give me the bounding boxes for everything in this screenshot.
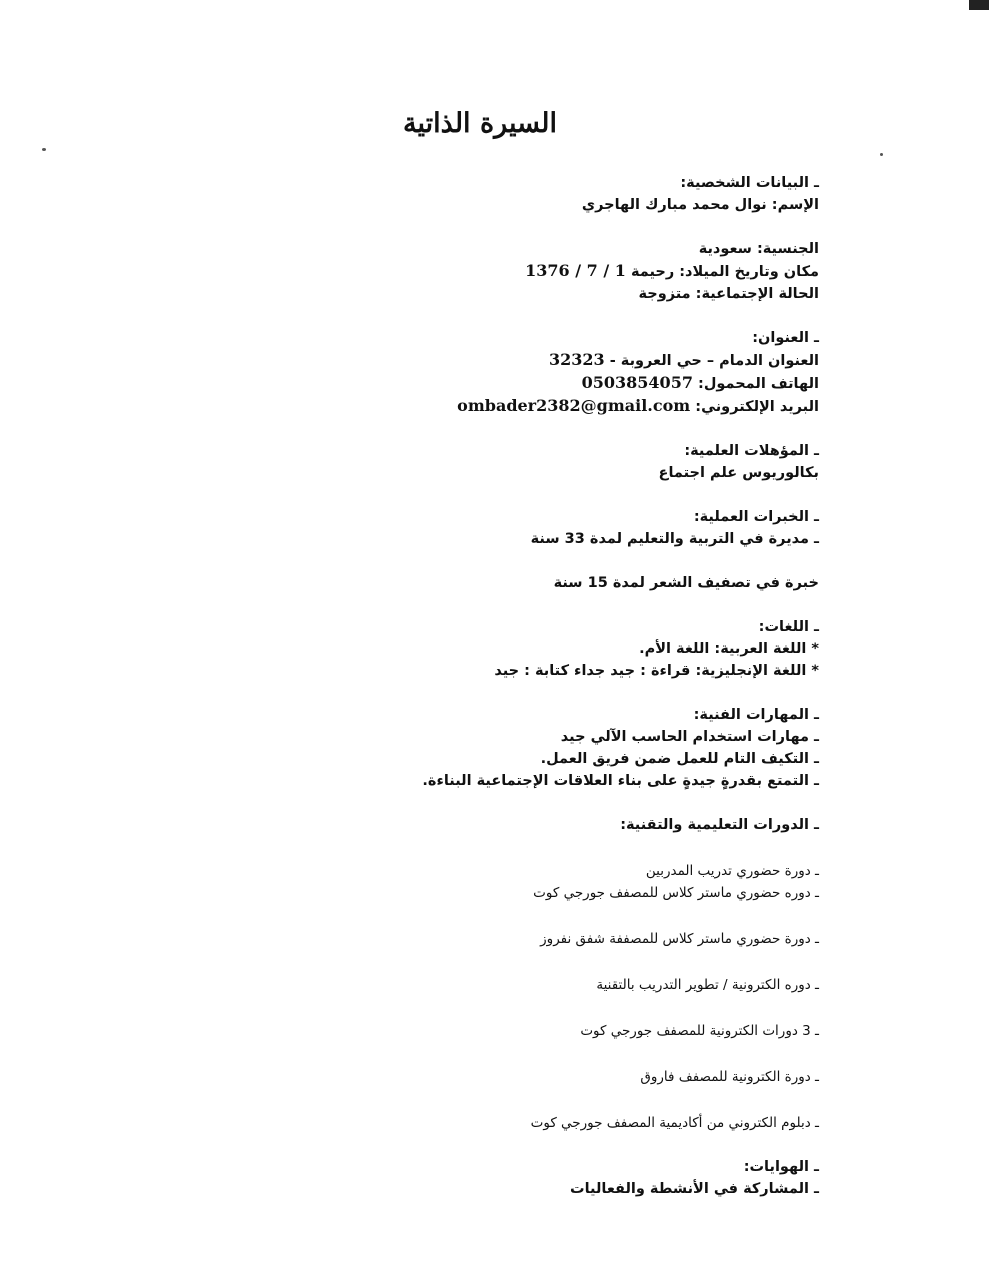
nationality-line: الجنسية: سعودية — [698, 241, 819, 257]
cv-content — [299, 172, 819, 1200]
course-item: ـ دوره حضوري ماستر كلاس للمصفف جورجي كوت — [533, 885, 819, 901]
mobile-number: 0503854057 — [581, 373, 693, 392]
language-arabic: * اللغة العربية: اللغة الأم. — [639, 641, 819, 657]
scan-corner-mark — [969, 0, 989, 10]
mobile-line — [299, 372, 819, 395]
qualification-item: بكالوريوس علم اجتماع — [658, 465, 819, 481]
hobbies-heading: ـ الهوايات: — [743, 1159, 819, 1175]
birth-label: مكان وتاريخ الميلاد: رحيمة — [630, 264, 819, 280]
address-line — [299, 349, 819, 372]
language-english: * اللغة الإنجليزية: قراءة : جيد جداء كتابة : جيد — [494, 663, 819, 679]
course-item: ـ دورة حضوري تدريب المدربين — [645, 863, 819, 879]
scan-speck — [880, 153, 883, 156]
skills-heading: ـ المهارات الفنية: — [693, 707, 819, 723]
email-address: ombader2382@gmail.com — [457, 396, 691, 415]
address-label: العنوان الدمام – حي العروبة - — [609, 353, 819, 369]
course-item: ـ دبلوم الكتروني من أكاديمية المصفف جورجي كوت — [530, 1115, 819, 1131]
personal-heading: ـ البيانات الشخصية: — [680, 175, 819, 191]
scan-speck — [42, 148, 46, 151]
languages-heading: ـ اللغات: — [758, 619, 819, 635]
skill-item: ـ التكيف التام للعمل ضمن فريق العمل. — [540, 751, 819, 767]
course-item: ـ دوره الكترونية / تطوير التدريب بالتقنية — [596, 977, 819, 993]
email-label: البريد الإلكتروني: — [695, 399, 819, 415]
hobby-item: ـ المشاركة في الأنشطة والفعاليات — [570, 1181, 819, 1197]
course-item: ـ 3 دورات الكترونية للمصفف جورجي كوت — [580, 1023, 819, 1039]
skill-item: ـ التمتع بقدرةٍ جيدةٍ على بناء العلاقات الإجتماعية البناءة. — [422, 773, 819, 789]
course-item: ـ دورة حضوري ماستر كلاس للمصففة شفق نفروز — [540, 931, 819, 947]
birth-date: 1376 / 7 / 1 — [525, 261, 626, 280]
address-heading: ـ العنوان: — [752, 330, 819, 346]
qualifications-heading: ـ المؤهلات العلمية: — [684, 443, 819, 459]
course-item: ـ دورة الكترونية للمصفف فاروق — [640, 1069, 819, 1085]
skill-item: ـ مهارات استخدام الحاسب الآلي جيد — [560, 729, 819, 745]
name-line: الإسم: نوال محمد مبارك الهاجري — [581, 197, 819, 213]
experience-item: خبرة في تصفيف الشعر لمدة 15 سنة — [553, 575, 819, 591]
page-title: السيرة الذاتية — [403, 108, 557, 139]
birth-line — [299, 260, 819, 283]
marital-line: الحالة الإجتماعية: متزوجة — [638, 286, 819, 302]
postal-code: 32323 — [548, 350, 605, 369]
courses-heading: ـ الدورات التعليمية والتقنية: — [620, 817, 819, 833]
email-line — [299, 395, 819, 418]
experience-heading: ـ الخبرات العملية: — [693, 509, 819, 525]
mobile-label: الهاتف المحمول: — [698, 376, 819, 392]
experience-item: ـ مديرة في التربية والتعليم لمدة 33 سنة — [530, 531, 819, 547]
